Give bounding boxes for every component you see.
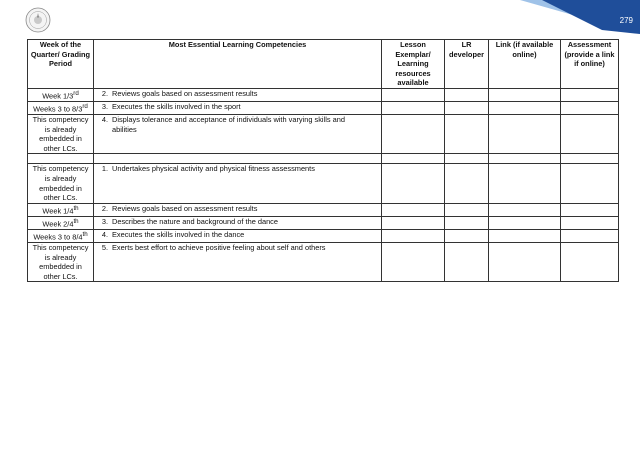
week-cell: Week 1/3rd <box>28 88 94 101</box>
week-cell: This competency is already embedded in other LCs. <box>28 164 94 203</box>
table-row <box>28 102 619 115</box>
competency-cell: 2. Reviews goals based on assessment results <box>94 203 382 216</box>
competency-cell: 5. Exerts best effort to achieve positive feeling about self and others <box>94 243 382 282</box>
week-cell: This competency is already embedded in other LCs. <box>28 115 94 154</box>
col-competency-header: Most Essential Learning Competencies <box>94 40 382 89</box>
deped-seal-icon <box>25 7 51 33</box>
page-number: 279 <box>619 16 633 25</box>
table-row <box>28 216 619 229</box>
competency-cell: 4. Executes the skills involved in the dance <box>94 229 382 242</box>
competency-cell: 3. Describes the nature and background of the dance <box>94 216 382 229</box>
table-header-row <box>28 40 619 89</box>
competency-table <box>27 39 619 282</box>
table-row <box>28 115 619 154</box>
blank-row <box>28 154 619 164</box>
competency-cell: 3. Executes the skills involved in the sport <box>94 102 382 115</box>
table-row <box>28 243 619 282</box>
table-row <box>28 88 619 101</box>
table-row <box>28 164 619 203</box>
col-lesson-exemplar-header: Lesson Exemplar/ Learning resources available <box>382 40 445 89</box>
table-row <box>28 203 619 216</box>
col-week-header: Week of the Quarter/ Grading Period <box>28 40 94 89</box>
week-cell: This competency is already embedded in other LCs. <box>28 243 94 282</box>
competency-cell: 2. Reviews goals based on assessment results <box>94 88 382 101</box>
col-assessment-header: Assessment (provide a link if online) <box>561 40 619 89</box>
table-row <box>28 229 619 242</box>
week-cell: Weeks 3 to 8/3rd <box>28 102 94 115</box>
competency-cell: 1. Undertakes physical activity and physical fitness assessments <box>94 164 382 203</box>
week-cell: Weeks 3 to 8/4th <box>28 229 94 242</box>
week-cell: Week 2/4th <box>28 216 94 229</box>
week-cell: Week 1/4th <box>28 203 94 216</box>
col-link-header: Link (if available online) <box>489 40 561 89</box>
col-lr-developer-header: LR developer <box>445 40 489 89</box>
competency-cell: 4. Displays tolerance and acceptance of individuals with varying skills and abilities <box>94 115 382 154</box>
